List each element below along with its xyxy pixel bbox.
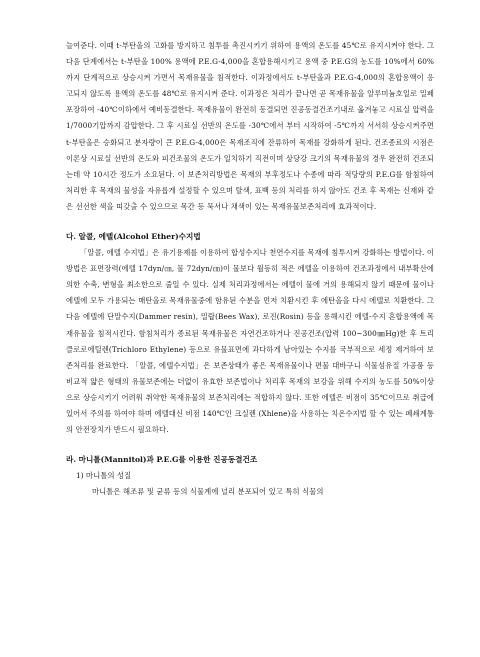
subheading-mannitol-properties: 1) 마니톨의 성질 [76,471,132,481]
paragraph-alcohol-ether: 「알콜, 에텔 수지법」은 유기용제를 이용하여 합성수지나 천연수지를 목재에 침투시켜 강화하는 방법이다. 이 방법은 표면장력(에텔 17dyn/㎝, 물 72dyn/㎝)이 물보다 월등히 적은 에텔을 이용하여 건조과정에서 내부확산에 의한 수축, 변형을 최소한으로 줄일 수 있다. 실제 처리과정에서는 에텔이 물에 거의 용해되지 않기 때문에 물이나 에텔에 모두 가용되는 매탄올로 목재유물중에 함유된 수분을 먼저 치환시킨 후 에탄올을 다시 에텔로 치환한다. 그 다음 에텔에 단말수지(Dammer resin), 밀랍(Bees Wax), 로진(Rosin) 등을 용해시킨 에텔-수지 혼합용액에 목재유물을 침적시킨다. 함침처리가 종료된 목재유물은 자연건조하거나 진공건조(압력 100~300㎜Hg)한 후 트리클로로에틸렌(Trichloro Ethylene) 등으로 유물표면에 과다하게 남아있는 수지를 국부적으로 세정 제거하여 보존처리를 완료한다. 「알콜, 에텔수지법」은 보존상태가 좋은 목재유물이나 편물 대바구니 식물섬유질 가공품 등 비교적 얇은 형태의 유물보존에는 더없이 유효한 보존법이나 처리후 목재의 보강을 위해 수지의 농도를 50%이상으로 상승시키기 어려워 취약한 목재유물의 보존처리에는 적합하지 않다. 또한 에텔은 비점이 35℃이므로 취급에 있어서 주의를 하여야 하며 에텔대신 비점 140℃인 크실렌 (Xhlene)을 사용하는 치온수지법 할 수 있는 폐쇄계통의 안전장치가 반드시 필요하다. [66,248,434,435]
paragraph-mannitol: 마니톨은 해조류 및 균류 등의 식물계에 널리 분포되어 있고 특히 식물의 [92,487,324,497]
section-heading-mannitol: 라. 마니톨(Mannitol)과 P.E.G를 이용한 진공동결건조 [66,455,258,465]
paragraph-tbutanol-peg: 늘여준다. 이때 t-부탄올의 고화를 방지하고 침투를 촉진시키기 위하여 용액의 온도를 45℃로 유지시켜야 한다. 그 다음 단계에서는 t-부탄올 100% 용액에 P.E.G-4,000을 혼합용해시키고 용액 중 P.E.G의 농도를 10%에서 60%까지 단계적으로 상승시켜 가면서 목재유물을 침적한다. 이과정에서도 t-부탄올과 P.E.G-4,000의 혼합용액이 응고되지 않도록 용액의 온도를 48℃로 유지시켜 준다. 이과정은 처리가 끝나면 곧 목재유물을 알루미늄호일로 밀폐포장하여 -40℃이하에서 예비동결한다. 목재유물이 완전히 동결되면 진공동결건조기내로 옮겨놓고 시료실 압력을 1/7000기압까지 감압한다. 그 후 시료실 선반의 온도를 -30℃에서 부터 시작하여 -5℃까지 서서히 상승시켜주면 t-부탄올은 승화되고 분자량이 큰 P.E.G-4,000은 목재조직에 잔류하여 목재를 강화하게 된다. 건조종료의 시점은 이론상 시료실 선반의 온도와 피건조물의 온도가 일치하기 직전이며 상당강 크기의 목재유물의 경우 완전히 건조되는데 약 10시간 정도가 소요된다. 이 보존처리방법은 목재의 부후정도나 수종에 따라 적당량의 P.E.G를 함침하여 처리한 후 목재의 물성을 자유롭게 설정할 수 있으며 탈색, 표백 등의 처리를 하지 않아도 건조 후 목재는 신재와 같은 선선한 색을 띠갖출 수 있으므로 목간 등 묵서나 채색이 있는 목재유물보존처리에 효과적이다. [66,41,434,211]
section-heading-alcohol-ether: 다. 알콜, 에텔(Alcohol Ether)수지법 [66,232,201,242]
